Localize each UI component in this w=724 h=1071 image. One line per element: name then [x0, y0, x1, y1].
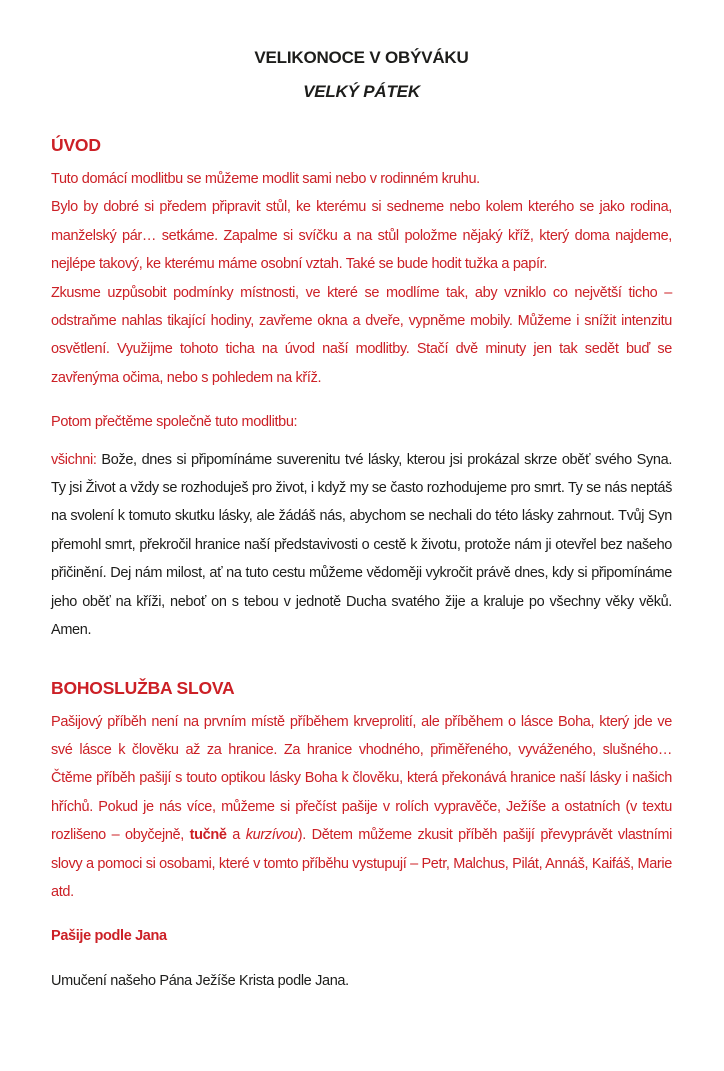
uvod-paragraph-intro: Tuto domácí modlitbu se můžeme modlit sami nebo v rodinném kruhu.	[51, 171, 480, 187]
uvod-paragraph-prayer-lead: Potom přečtěme společně tuto modlitbu:	[51, 414, 298, 431]
prayer-speaker-label: všichni:	[51, 451, 97, 468]
uvod-paragraph-silence: Zkusme uzpůsobit podmínky místnosti, ve které se modlíme tak, aby vzniklo co největší ticho – odstraňme nahlas tikající hodiny, zavřeme okna a dveře, vypněme mobily. Můžeme i snížit intenzitu osvětlení. Využijme tohoto ticha na úvod naší modlitby. Stačí dvě minuty jen tak sedět buď se zavřenýma očima, nebo s pohledem na kříž.	[51, 284, 672, 386]
passion-intro-rest: ). Dětem můžeme zkusit příběh pašijí převyprávět vlastními slovy a pomoci si osobami, které v tomto příběhu vystupují – Petr, Malchus, Pilát, Annáš, Kaifáš, Marie atd.	[51, 827, 672, 900]
passion-intro-paragraph	[51, 708, 672, 907]
section-heading-bohosluzba: BOHOSLUŽBA SLOVA	[51, 677, 235, 698]
passion-intro-bold-word: tučně	[189, 827, 227, 844]
document-subtitle: VELKÝ PÁTEK	[303, 82, 420, 101]
prayer-text: Bože, dnes si připomínáme suverenitu tvé lásky, kterou jsi prokázal skrze oběť svého Syna. Ty jsi Život a vždy se rozhoduješ pro život, i když my se často rozhodujeme pro smrt. Ty se nás neptáš na svolení k tomuto skutku lásky, ale žádáš nás, abychom se nechali do této lásky zahrnout. Tvůj Syn přemohl smrt, překročil hranice naší představivosti o cestě k životu, protože nám ji otevřel bez našeho přičinění. Dej nám milost, ať na tuto cestu můžeme vědoměji vykročit právě dnes, kdy si připomínáme jeho oběť na kříži, neboť on s tebou v jednotě Ducha svatého žije a kraluje po všechny věky věků. Amen.	[51, 451, 672, 639]
uvod-paragraph-preparation: Bylo by dobré si předem připravit stůl, ke kterému si sedneme nebo kolem kterého se jako rodina, manželský pár… setkáme. Zapalme si svíčku a na stůl položme nějaký kříž, který doma najdeme, nejlépe takový, ke kterému máme osobní vztah. Také se bude hodit tužka a papír.	[51, 199, 672, 273]
section-heading-uvod: ÚVOD	[51, 135, 101, 155]
passion-source-line: Umučení našeho Pána Ježíše Krista podle Jana.	[51, 972, 349, 989]
passion-subheading: Pašije podle Jana	[51, 928, 167, 945]
passion-intro-regular: Pašijový příběh není na prvním místě příběhem krveprolití, ale příběhem o lásce Boha, který jde ve své lásce k člověku až za hranice. Za hranice vhodného, přiměřeného, vyváženého, slušného… Čtěme příběh pašijí s touto optikou lásky Boha k člověku, která překonává hranice naší lásky i našich hříchů. Pokud je nás více, můžeme si přečíst pašije v rolích vypravěče, Ježíše a ostatních (v textu rozlišeno – obyčejně,	[51, 713, 672, 844]
passion-intro-connector: a	[226, 827, 246, 844]
passion-intro-italic-word: kurzívou	[245, 827, 298, 844]
document-title: VELIKONOCE V OBÝVÁKU	[254, 48, 469, 67]
prayer-paragraph	[51, 446, 672, 645]
document-page	[0, 47, 724, 1071]
